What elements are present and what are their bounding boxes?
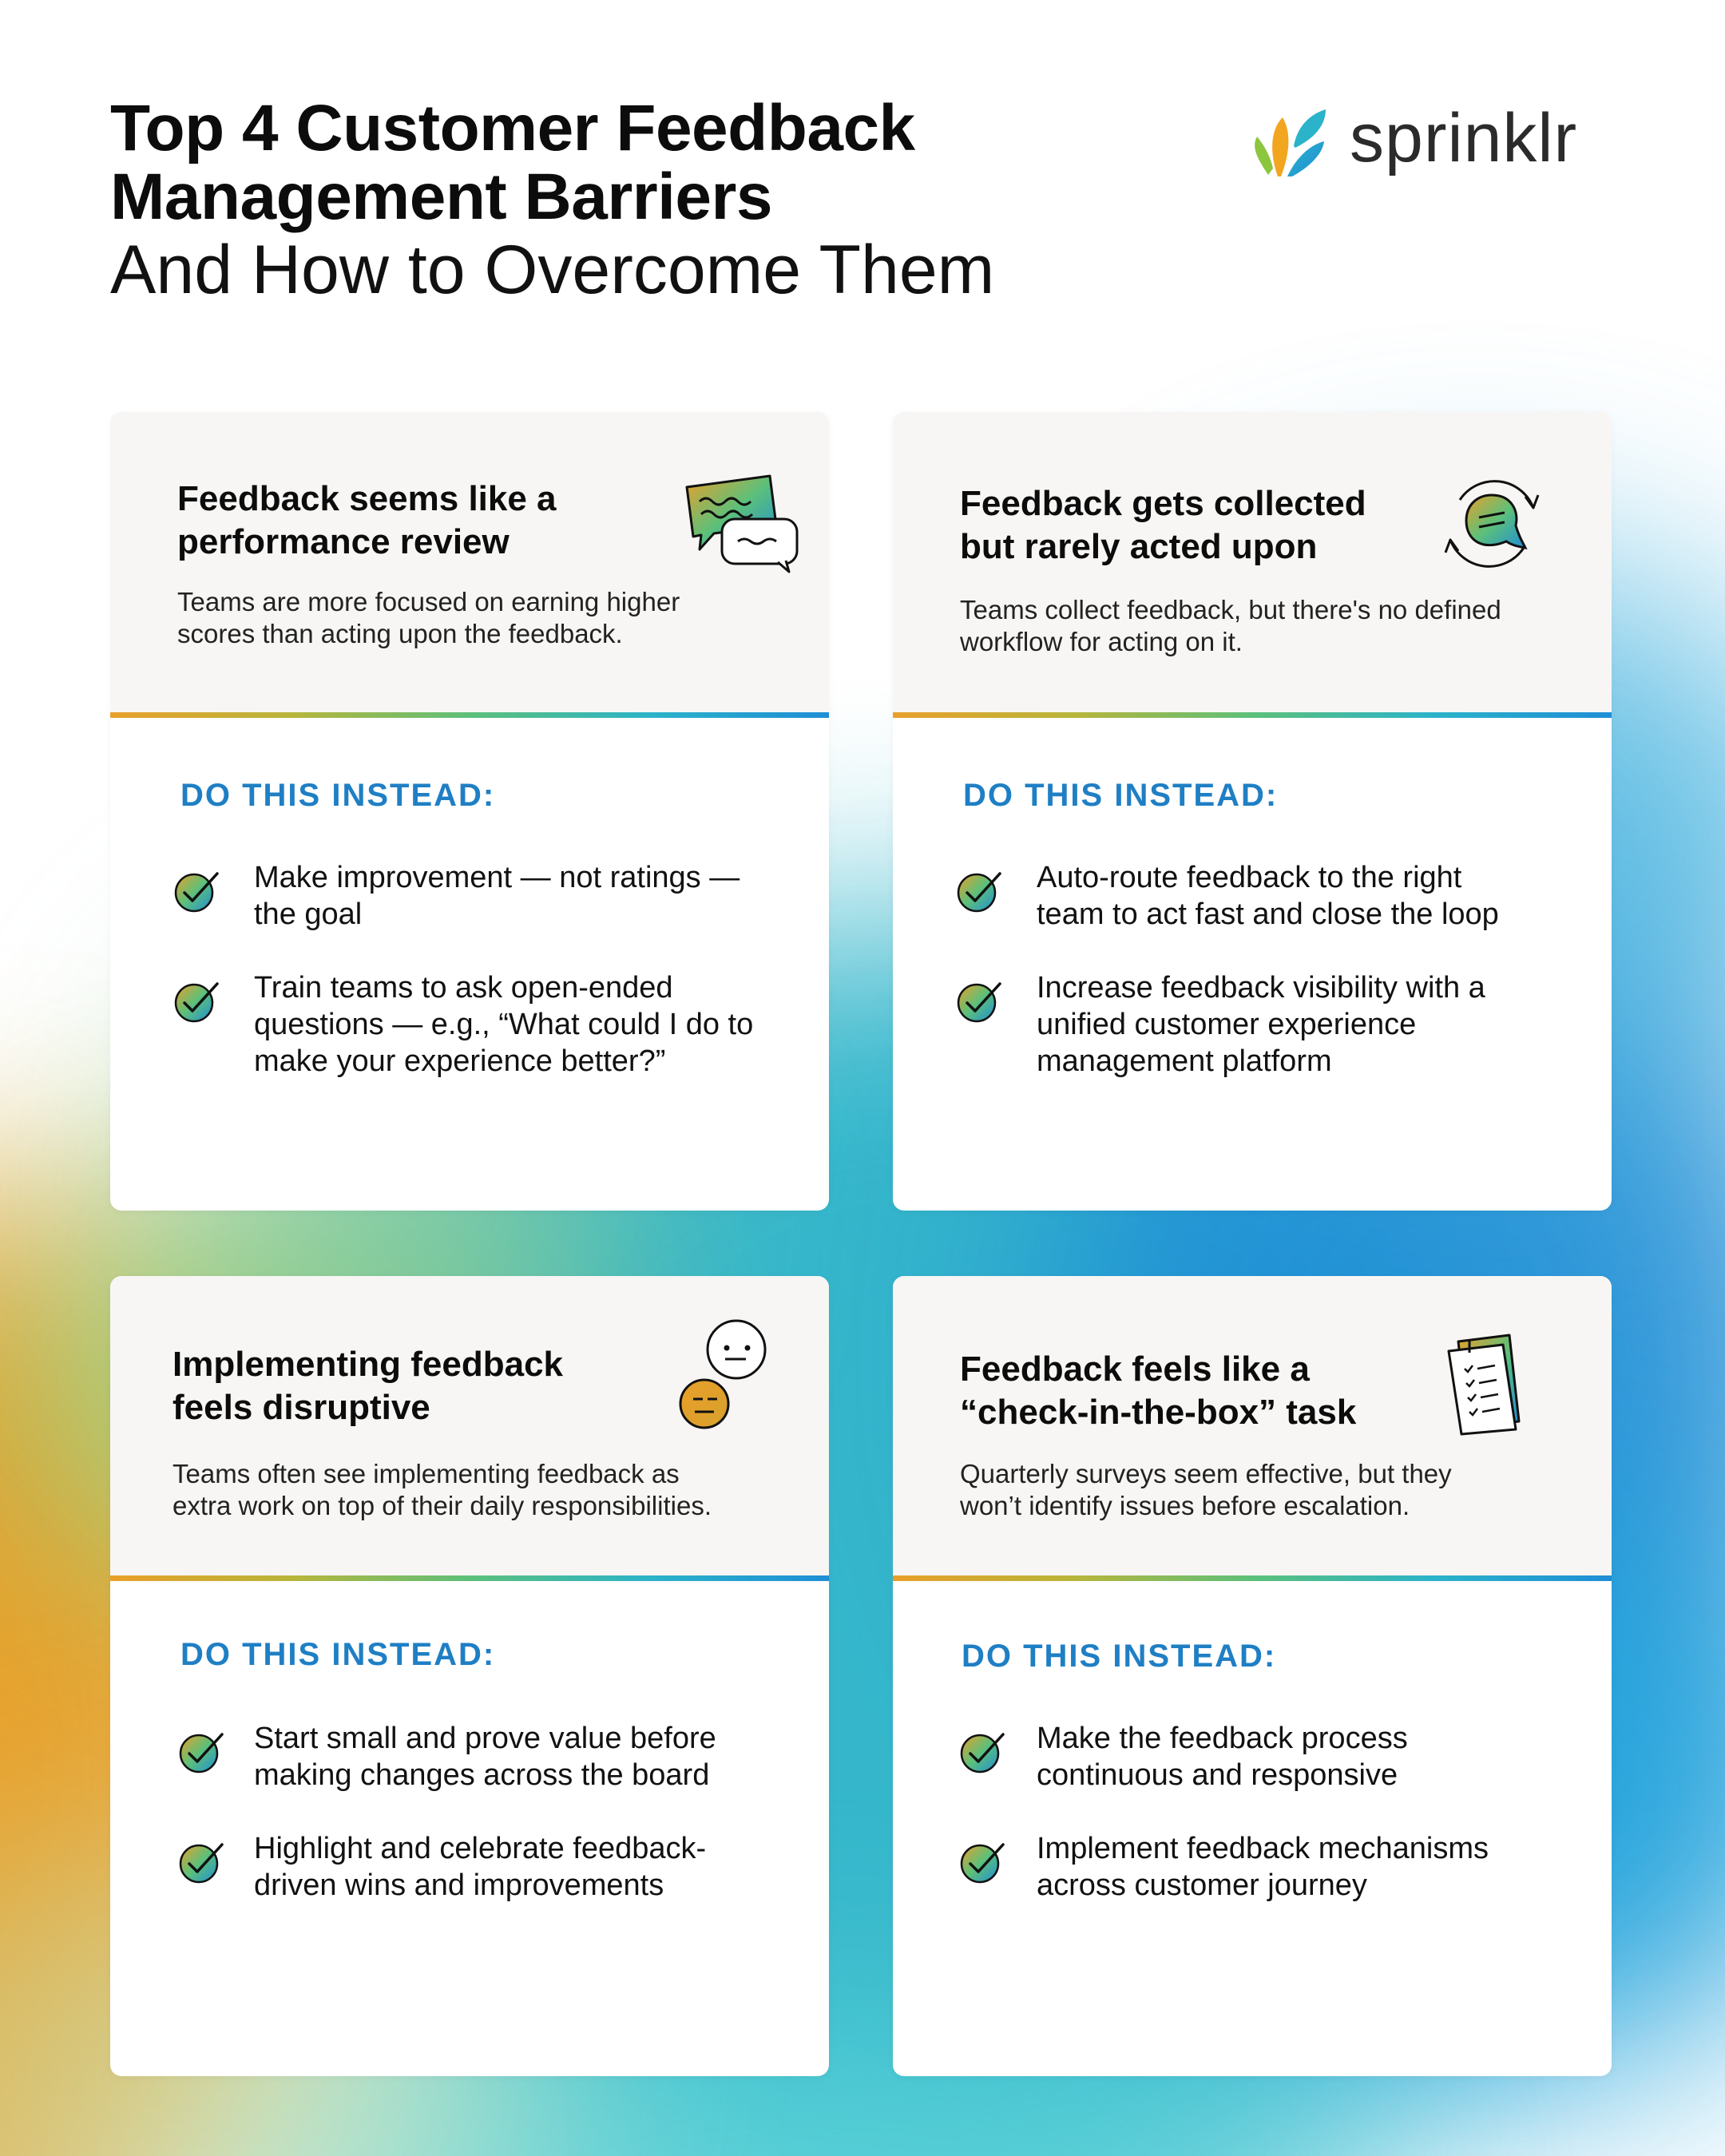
do-this-instead-title: DO THIS INSTEAD: xyxy=(180,1637,496,1672)
barrier-card-3 xyxy=(110,1276,829,2076)
check-circle-icon xyxy=(955,979,1005,1024)
gradient-divider xyxy=(893,712,1612,718)
sprinklr-logo xyxy=(1246,94,1613,182)
barrier-heading: Feedback gets collected but rarely acted upon xyxy=(960,484,1366,566)
check-circle-icon xyxy=(958,1840,1008,1885)
check-circle-icon xyxy=(177,1840,227,1885)
checklist-icon xyxy=(1442,1332,1530,1436)
gradient-divider xyxy=(893,1575,1612,1581)
barrier-summary xyxy=(110,412,829,712)
gradient-divider xyxy=(110,712,829,718)
check-circle-icon xyxy=(172,869,222,914)
recommendation-text: Start small and prove value before making changes across the board xyxy=(254,1722,716,1792)
do-this-instead-title: DO THIS INSTEAD: xyxy=(962,1639,1277,1674)
barrier-card-4 xyxy=(893,1276,1612,2076)
barrier-description: Teams often see implementing feedback as extra work on top of their daily responsibilities. xyxy=(172,1459,712,1520)
barrier-summary xyxy=(893,412,1612,712)
barrier-heading: Feedback feels like a “check-in-the-box” task xyxy=(960,1349,1357,1432)
do-this-instead-title: DO THIS INSTEAD: xyxy=(963,778,1279,813)
barrier-summary xyxy=(893,1276,1612,1575)
check-circle-icon xyxy=(177,1730,227,1774)
check-circle-icon xyxy=(955,869,1005,914)
recommendation-text: Train teams to ask open-ended questions — e.g., “What could I do to make your experience better?” xyxy=(254,971,754,1078)
logo-wordmark: sprinklr xyxy=(1350,100,1578,176)
barrier-card-2 xyxy=(893,412,1612,1211)
do-this-instead-title: DO THIS INSTEAD: xyxy=(180,778,496,813)
page-title xyxy=(110,94,1148,308)
title-line-2: Management Barriers xyxy=(110,161,773,233)
recommendation-text: Highlight and celebrate feedback- driven wins and improvements xyxy=(254,1832,707,1902)
barrier-description: Teams are more focused on earning higher scores than acting upon the feedback. xyxy=(177,587,680,648)
recommendation-text: Make improvement — not ratings — the goal xyxy=(254,861,740,931)
check-circle-icon xyxy=(172,979,222,1024)
title-line-1: Top 4 Customer Feedback xyxy=(110,92,915,164)
barrier-card-1 xyxy=(110,412,829,1211)
page-subtitle: And How to Overcome Them xyxy=(110,232,995,308)
barrier-heading: Feedback seems like a performance review xyxy=(177,479,557,561)
barrier-description: Quarterly surveys seem effective, but they won’t identify issues before escalation. xyxy=(960,1459,1452,1520)
refresh-chat-icon xyxy=(1436,468,1548,580)
check-circle-icon xyxy=(958,1730,1008,1774)
recommendation-text: Auto-route feedback to the right team to act fast and close the loop xyxy=(1037,861,1499,931)
neutral-faces-icon xyxy=(677,1316,773,1436)
sprinklr-splash-icon xyxy=(1246,98,1342,178)
recommendation-text: Increase feedback visibility with a unified customer experience management platform xyxy=(1037,971,1485,1078)
barrier-summary xyxy=(110,1276,829,1575)
gradient-divider xyxy=(110,1575,829,1581)
recommendation-text: Make the feedback process continuous and responsive xyxy=(1037,1722,1408,1792)
recommendation-text: Implement feedback mechanisms across customer journey xyxy=(1037,1832,1489,1902)
chat-bubbles-icon xyxy=(682,470,802,573)
barrier-heading: Implementing feedback feels disruptive xyxy=(172,1345,564,1427)
barrier-description: Teams collect feedback, but there's no defined workflow for acting on it. xyxy=(960,595,1501,656)
